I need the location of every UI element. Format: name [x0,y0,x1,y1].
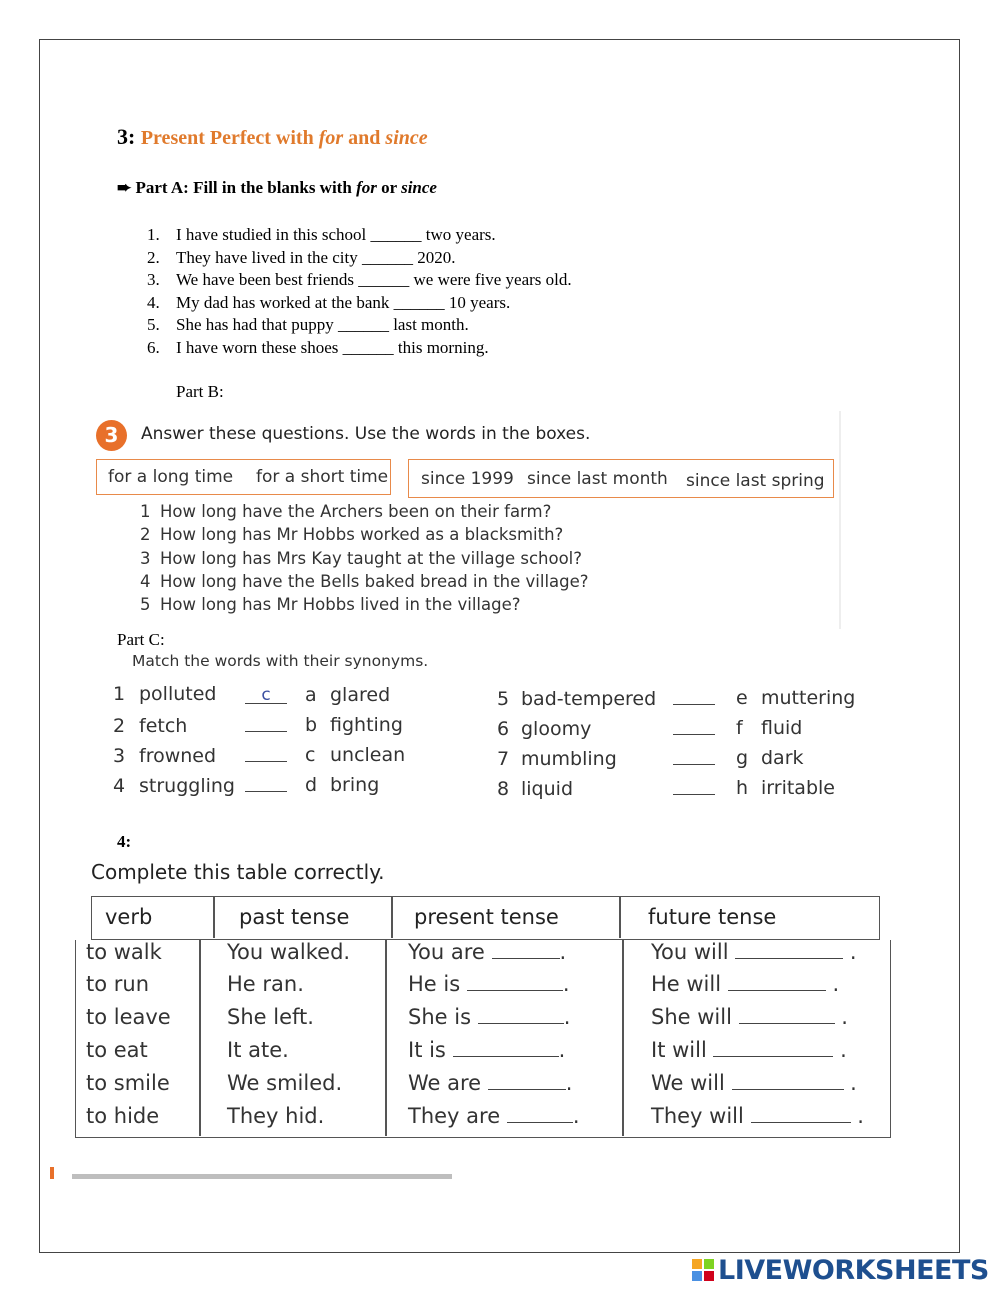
box-word: since last month [527,469,668,489]
answer-blank[interactable] [739,1005,835,1024]
box-word: since last spring [686,471,825,491]
cutoff-text-fragment [50,1165,570,1179]
match-item: 3 frowned [113,743,287,767]
list-item: 5. She has had that puppy ______ last month. [147,315,469,335]
match-item: 7 mumbling [497,746,715,770]
answer-blank[interactable] [673,776,715,795]
box-word: since 1999 [421,469,514,489]
divider [622,940,624,1136]
answer-blank[interactable] [488,1071,566,1090]
verb-table: to walk You walked. You are . You will . to run He ran. He is . He will . to leave She left. She is . She will . to eat It ate. It is . It will . to smile We smiled. We are . We will . to hide They hid. They are . They will . [75,940,891,1138]
answer-blank[interactable] [507,1104,573,1123]
match-option: d bring [305,774,380,796]
match-item: 4 struggling [113,773,287,797]
match-item: 2 fetch [113,713,287,737]
answer-blank[interactable] [478,1005,564,1024]
part-c-label: Part C: [117,630,165,649]
match-item: 8 liquid [497,776,715,800]
match-option: h irritable [736,777,835,799]
list-item: 3 How long has Mrs Kay taught at the village school? [140,549,583,568]
match-option: a glared [305,684,391,706]
section-3-title: 3: Present Perfect with for and since [117,124,428,149]
answer-blank[interactable] [492,940,560,959]
part-b-label: Part B: [176,382,224,401]
divider [391,897,393,938]
match-option: g dark [736,747,804,769]
part-c-heading: Match the words with their synonyms. [132,652,429,670]
section-4-heading: Complete this table correctly. [91,860,385,884]
answer-blank[interactable] [467,972,563,991]
match-option: f fluid [736,717,803,739]
divider [619,897,621,938]
divider [213,897,215,938]
match-item: 1 polluted c [113,683,287,705]
list-item: 5 How long has Mr Hobbs lived in the village? [140,595,521,614]
scan-edge [839,411,841,629]
list-item: 4. My dad has worked at the bank ______ 10 years. [147,292,511,312]
part-b-heading: Answer these questions. Use the words in the boxes. [141,424,591,444]
list-item: 1 How long have the Archers been on their farm? [140,502,552,521]
match-option: e muttering [736,687,856,709]
answer-blank[interactable] [673,716,715,735]
answer-blank[interactable] [732,1071,844,1090]
list-item: 1. I have studied in this school ______ two years. [147,225,496,244]
list-item: 2 How long has Mr Hobbs worked as a blacksmith? [140,525,564,544]
answer-blank[interactable] [713,1038,833,1057]
list-item: 4 How long have the Bells baked bread in the village? [140,572,589,591]
divider [199,940,201,1136]
column-header: present tense [414,905,559,929]
box-word: for a long time [108,467,234,487]
answer-blank[interactable] [245,773,287,792]
answer-blank[interactable] [453,1038,559,1057]
table-header [91,896,880,940]
exercise-badge: 3 [96,420,127,451]
answer-blank[interactable]: c [245,685,287,704]
box-word: for a short time [256,467,389,487]
list-item: 6. I have worn these shoes ______ this morning. [147,337,489,357]
part-a-heading: ➨ Part A: Fill in the blanks with for or since [117,178,437,197]
answer-blank[interactable] [728,972,826,991]
answer-blank[interactable] [245,743,287,762]
column-header: past tense [239,905,350,929]
match-item: 5 bad-tempered [497,686,715,710]
divider [385,940,387,1136]
list-item: 3. We have been best friends ______ we were five years old. [147,270,572,290]
list-item: 2. They have lived in the city ______ 2020. [147,247,456,267]
column-header: future tense [648,905,777,929]
answer-blank[interactable] [735,940,843,959]
liveworksheets-logo: LIVEWORKSHEETS [692,1255,989,1286]
arrow-icon: ➨ [117,178,132,197]
answer-blank[interactable] [751,1104,851,1123]
column-header: verb [105,905,153,929]
logo-icon [692,1259,714,1281]
answer-blank[interactable] [245,713,287,732]
answer-blank[interactable] [673,746,715,765]
answer-blank[interactable] [673,686,715,705]
section-4-number: 4: [117,832,132,851]
match-option: c unclean [305,744,406,766]
match-item: 6 gloomy [497,716,715,740]
part-a-question-list [147,224,572,360]
match-option: b fighting [305,714,403,736]
